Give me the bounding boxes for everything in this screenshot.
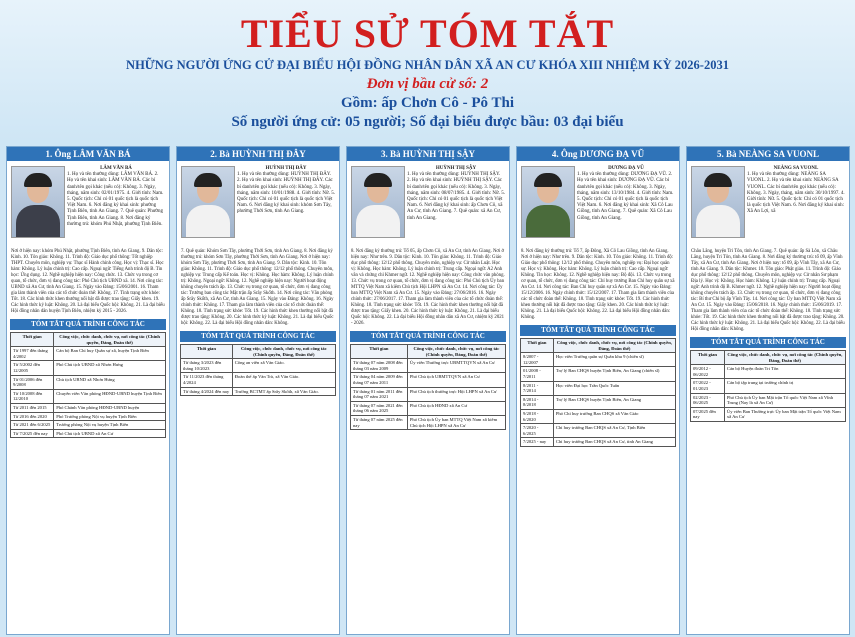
candidate-info bbox=[747, 166, 845, 216]
candidate-heading: 5. Bà NEÀNG SA VUONL bbox=[687, 147, 849, 161]
row-role: Phó Chủ tịch UBND xã Nhơn Hưng bbox=[54, 361, 166, 375]
page-subtitle: NHỮNG NGƯỜI ỨNG CỬ ĐẠI BIỂU HỘI ĐỒNG NHÂN DÂN XÃ AN CƯ KHÓA XIII NHIỆM KỲ 2026-2031 bbox=[126, 58, 729, 72]
candidate-detail: Châu Lăng, huyện Tri Tôn, tỉnh An Giang. 7. Quê quán: ấp Sà Lôn, xã Châu Lăng, huyện Tri Tôn, tỉnh An Giang. 8. Nơi đăng ký thường trú: tổ 09, ấp Vĩnh Tây, xã An Cư, tỉnh An Giang. Nơi ở hiện nay: tổ 09, ấp Vĩnh Tây, xã An Cư, tỉnh An Giang. 9. Dân tộc: Khmer. 10. Tôn giáo: Phật giáo. 11. Trình độ: Giáo dục phổ thông: 12/12 phổ thông. Chuyên môn, nghiệp vụ: Cử nhân Sư phạm Địa lý. Học vị: Không. Học hàm: Không. Lý luận chính trị: Trung cấp. Ngoại ngữ: Anh trình độ B. Khmer ngữ. 12. Nghề nghiệp hiện nay: Người hoạt động không chuyên trách ấp. 13. Chức vụ trong cơ quan, tổ chức, đơn vị đang công tác: Bí thư Chi bộ ấp Vĩnh Tây. 14. Nơi công tác: Ủy ban MTTQ Việt Nam xã An Cư. 15. Ngày vào Đảng: 15/06/2018. 16. Ngày chính thức: 15/06/2019. 17. Tham gia làm thành viên của các tổ chức đoàn thể: Không. 18. Tình trạng sức khỏe: Tốt. 19. Các hình thức khen thưởng nổi bật đã được trao tặng: Không. 20. Các hình thức kỷ luật: Không. 21. Là đại biểu Quốc hội: Không. 22. Là đại biểu Hội đồng nhân dân: Không. bbox=[691, 249, 845, 332]
candidate-info-text: 1. Họ và tên thường dùng: HUỲNH THỊ SẬY. 2. Họ và tên khai sinh: HUỲNH THỊ SẬY. Các bí danh/tên gọi khác (nếu có): Không. 3. Ngày, tháng, năm sinh: 08/07/1985. 4. Giới tính: Nữ. 5. Quốc tịch: Chỉ có 01 quốc tịch là quốc tịch Việt Nam. 6. Nơi đăng ký khai sinh: ấp Chơn Cô, xã An Cư, tỉnh An Giang. 7. Quê quán: xã An Cư, tỉnh An Giang. bbox=[407, 172, 505, 221]
table-row bbox=[351, 401, 506, 415]
table-header-time: Thời gian bbox=[181, 345, 233, 359]
candidate-name: NEÀNG SA VUONL bbox=[773, 166, 819, 171]
row-role: Phó Chủ tịch Ủy ban Mặt trận Tổ quốc Việt Nam xã Vĩnh Trung (Nay là xã An Cư) bbox=[724, 393, 845, 407]
candidate-card bbox=[6, 146, 170, 635]
row-role: Phó Chỉ huy trưởng Ban CHQS xã Văn Giáo bbox=[553, 409, 675, 423]
row-time: Từ tháng 3/2023 đến tháng 10/2023 bbox=[181, 359, 233, 373]
work-history-table bbox=[350, 344, 506, 430]
row-role: Chủ tịch UBND xã Nhơn Hưng bbox=[54, 375, 166, 389]
row-role: Chuyên viên Văn phòng HĐND-UBND huyện Tịnh Biên bbox=[54, 389, 166, 403]
table-row bbox=[11, 361, 166, 375]
candidate-name: LÂM VĂN BÁ bbox=[100, 166, 132, 171]
page-title: TIỂU SỬ TÓM TẮT bbox=[240, 11, 615, 56]
table-row bbox=[521, 367, 676, 381]
row-time: Từ 7/2025 đến nay bbox=[11, 429, 54, 438]
candidate-info bbox=[67, 166, 165, 228]
table-header-role: Công việc, chức danh, chức vụ, nơi công tác (Chính quyền, Đảng, Đoàn thể) bbox=[724, 351, 845, 365]
candidate-detail: 8. Nơi đăng ký thường trú: Tổ 7, ấp Đông, Xã Cô Lau Giồng, tỉnh An Giang. Nơi ở hiện nay: Như trên. 9. Dân tộc: Kinh. 10. Tôn giáo: Không. 11. Trình độ: Giáo dục phổ thông: 12/12 phổ thông. Chuyên môn, nghiệp vụ: Đại học quân sự. Học vị: Không. Học hàm: Không. Lý luận chính trị: Cao cấp. Ngoại ngữ: Không. Tin học: Không. 12. Nghề nghiệp hiện nay: Bộ đội. 13. Chức vụ trong cơ quan, tổ chức, đơn vị đang công tác: Chỉ huy trưởng Ban Chỉ huy quân sự xã An Cư. 14. Nơi công tác: Ban Chỉ huy quân sự xã An Cư. 15. Ngày vào Đảng: 15/12/2006. 16. Ngày chính thức: 15/12/2007. 17. Tham gia làm thành viên của các tổ chức đoàn thể: Không. 18. Tình trạng sức khỏe: Tốt. 19. Các hình thức khen thưởng nổi bật đã được trao tặng: Giấy khen. 20. Các hình thức kỷ luật: Không. 21. Là đại biểu Quốc hội: Không. 22. Là đại biểu Hội đồng nhân dân: Không. bbox=[521, 249, 675, 320]
row-time: 8/2007 - 12/2007 bbox=[521, 353, 554, 367]
candidate-photo bbox=[691, 166, 745, 238]
table-row bbox=[351, 387, 506, 401]
row-role: Công an viên xã Văn Giáo. bbox=[232, 359, 335, 373]
table-row bbox=[521, 438, 676, 447]
row-time: 8/2011 - 7/2014 bbox=[521, 381, 554, 395]
row-role: Học viên Đại học Trần Quốc Tuấn bbox=[553, 381, 675, 395]
candidate-info bbox=[237, 166, 335, 216]
table-row bbox=[351, 373, 506, 387]
row-time: Từ tháng 01 năm 2011 đến tháng 07 năm 2021 bbox=[351, 387, 408, 401]
row-role: Ủy viên Ban Thường trực Ủy ban Mặt trận Tổ quốc Việt Nam xã An Cư bbox=[724, 407, 845, 421]
unit-composition: Gồm: ấp Chơn Cô - Pô Thi bbox=[340, 95, 515, 111]
row-role: Phó Chủ tịch UBND xã An Cư bbox=[54, 429, 166, 438]
table-row bbox=[521, 409, 676, 423]
table-header-time: Thời gian bbox=[691, 351, 725, 365]
row-role: Phó Chánh Văn phòng HĐND-UBND huyện bbox=[54, 403, 166, 412]
candidate-info bbox=[407, 166, 505, 222]
row-role: Ủy viên Thường trực UBMTTQVN xã An Cư bbox=[407, 359, 505, 373]
candidate-photo bbox=[351, 166, 405, 238]
row-time: Từ 2016 đến 2020 bbox=[11, 412, 54, 421]
row-time: 07/2025 đến nay bbox=[691, 407, 725, 421]
row-role: Phó Trưởng phòng Nội vụ huyện Tịnh Biên bbox=[54, 412, 166, 421]
candidate-info-text: 1. Họ và tên thường dùng: NEÀNG SA VUONL. 2. Họ và tên khai sinh: NEÀNG SA VUONL. Các bí danh/tên gọi khác (nếu có): Không. 3. Ngày, tháng, năm sinh: 30/10/1997. 4. Giới tính: Nữ. 5. Quốc tịch: Chỉ có 01 quốc tịch là quốc tịch Việt Nam. 6. Nơi đăng ký khai sinh: Xã An Lợi, xã bbox=[747, 172, 845, 215]
row-role: Cán bộ tập trung tại trường chính trị bbox=[724, 379, 845, 393]
table-row bbox=[11, 429, 166, 438]
table-row bbox=[521, 395, 676, 409]
table-header-time: Thời gian bbox=[351, 345, 408, 359]
candidate-photo bbox=[521, 166, 575, 238]
candidate-card bbox=[176, 146, 340, 635]
table-row bbox=[11, 347, 166, 361]
row-role: Trợ lý Ban CHQS huyện Tịnh Biên, An Giang (chiến sĩ) bbox=[553, 367, 675, 381]
table-row bbox=[691, 407, 846, 421]
row-time: Từ 1997 đến tháng 4/2002 bbox=[11, 347, 54, 361]
candidate-detail: Nơi ở hiện nay: khóm Phú Nhật, phường Tịnh Biên, tỉnh An Giang. 9. Dân tộc: Kinh. 10. Tôn giáo: Không. 11. Trình độ: Giáo dục phổ thông: Tốt nghiệp THPT. Chuyên môn, nghiệp vụ: Thạc sĩ Hành chính công. Học vị: Thạc sĩ. Học hàm: Không. Lý luận chính trị: Cao cấp. Ngoại ngữ: Tiếng Anh trình độ B. Tin học: Ứng dụng. 12. Nghề nghiệp hiện nay: Công chức. 13. Chức vụ trong cơ quan, tổ chức, đơn vị đang công tác: Phó Chủ tịch UBND xã. 14. Nơi công tác: UBND xã An Cư, tỉnh An Giang. 15. Ngày vào Đảng: 15/06/2001. 16. Tham gia làm thành viên của các tổ chức đoàn thể: Không. 17. Tình trạng sức khỏe: Tốt. 18. Các hình thức khen thưởng nổi bật đã được trao tặng: Giấy khen. 19. Các hình thức kỷ luật: Không. 20. Là đại biểu Quốc hội: Không. 21. Là đại biểu Hội đồng nhân dân huyện Tịnh Biên, nhiệm kỳ 2015 - 2026. bbox=[11, 249, 165, 314]
candidate-info-text: 1. Họ và tên thường dùng: DƯƠNG ĐẠ VŨ. 2. Họ và tên khai sinh: DƯƠNG ĐẠ VŨ. Các bí danh/tên gọi khác (nếu có): Không. 3. Ngày, tháng, năm sinh: 13/10/1984. 4. Giới tính: Nam. 5. Quốc tịch: Chỉ có 01 quốc tịch là quốc tịch Việt Nam. 6. Nơi đăng ký khai sinh: Xã Cô Lau Giồng, tỉnh An Giang. 7. Quê quán: Xã Cô Lau Giồng, tỉnh An Giang. bbox=[577, 172, 674, 221]
row-role: Phó Chủ tịch Ủy ban MTTQ Việt Nam xã kiêm Chủ tịch Hội LHPN xã An Cư bbox=[407, 415, 505, 429]
candidate-heading: 3. Bà HUỲNH THỊ SẬY bbox=[347, 147, 509, 161]
work-history-table bbox=[520, 338, 676, 447]
table-row bbox=[181, 373, 336, 387]
row-role: Chỉ huy trưởng Ban CHQS xã An Cư, Tịnh Biên bbox=[553, 424, 675, 438]
row-role: Trợ lý Ban CHQS huyện Tịnh Biên, An Giang bbox=[553, 395, 675, 409]
row-time: 07/2022 - 01/2023 bbox=[691, 379, 725, 393]
table-header-time: Thời gian bbox=[11, 333, 54, 347]
row-time: Từ 11/2023 đến tháng 4/2024 bbox=[181, 373, 233, 387]
header bbox=[0, 0, 855, 140]
row-role: Phó Chủ tịch thường trực Hội LHPN xã An Cư bbox=[407, 387, 505, 401]
section-title: TÓM TẮT QUÁ TRÌNH CÔNG TÁC bbox=[350, 331, 506, 342]
table-row bbox=[181, 359, 336, 373]
row-time: Từ 01/2006 đến 9/2008 bbox=[11, 375, 54, 389]
candidate-heading: 4. Ông DƯƠNG ĐẠ VŨ bbox=[517, 147, 679, 161]
candidate-name: HUỲNH THỊ ĐÂY bbox=[265, 166, 307, 171]
row-role: Phó Chủ tịch HĐND xã An Cư bbox=[407, 401, 505, 415]
work-history-table bbox=[690, 350, 846, 422]
table-row bbox=[351, 359, 506, 373]
candidate-count: Số người ứng cử: 05 người; Số đại biểu được bầu: 03 đại biểu bbox=[231, 114, 624, 130]
row-role: Trưởng BCTMT ấp Srây Skốth, xã Văn Giáo. bbox=[232, 387, 335, 396]
table-row bbox=[521, 353, 676, 367]
candidate-detail: 8. Nơi đăng ký thường trú: Tổ 05, ấp Chơn Cô, xã An Cư, tỉnh An Giang. Nơi ở hiện nay: Như trên. 9. Dân tộc: Kinh. 10. Tôn giáo: Không. 11. Trình độ: Giáo dục phổ thông: 12/12 phổ thông. Chuyên môn, nghiệp vụ: Cử nhân Luật. Học vị: Không. Học hàm: Không. Lý luận chính trị: Trung cấp. Ngoại ngữ: A2 Anh văn và chứng chỉ Khmer ngữ. 12. Nghề nghiệp hiện nay: Công chức văn phòng. 13. Chức vụ trong cơ quan, tổ chức, đơn vị đang công tác: Phó Chủ tịch Ủy ban MTTQ Việt Nam xã kiêm Chủ tịch Hội LHPN xã An Cư. 14. Nơi công tác: Ủy ban MTTQ Việt Nam xã An Cư. 15. Ngày vào Đảng: 27/06/2016. 16. Ngày chính thức: 27/06/2017. 17. Tham gia làm thành viên của các tổ chức đoàn thể: Không. 18. Tình trạng sức khỏe: Tốt. 19. Các hình thức khen thưởng nổi bật đã được trao tặng: Giấy khen. 20. Các hình thức kỷ luật: Không. 21. Là đại biểu Quốc hội: Không. 22. Là đại biểu Hội đồng nhân dân xã An Cư, nhiệm kỳ 2021 - 2026. bbox=[351, 249, 505, 326]
section-title: TÓM TẮT QUÁ TRÌNH CÔNG TÁC bbox=[10, 319, 166, 330]
row-time: 7/2025 - nay bbox=[521, 438, 554, 447]
table-header-role: Công việc, chức danh, chức vụ, nơi công tác (Chính quyền, Đảng, Đoàn thể) bbox=[407, 345, 505, 359]
work-history-table bbox=[180, 344, 336, 396]
table-header-role: Công việc, chức danh, chức vụ, nơi công tác (Chính quyền, Đảng, Đoàn thể) bbox=[232, 345, 335, 359]
row-time: 01/2008 - 7/2011 bbox=[521, 367, 554, 381]
candidate-info-text: 1. Họ và tên thường dùng: LÂM VĂN BÁ. 2. Họ và tên khai sinh: LÂM VĂN BÁ. Các bí danh/tên gọi khác (nếu có): Không. 3. Ngày, tháng, năm sinh: 02/01/1975. 4. Giới tính: Nam. 5. Quốc tịch: Chỉ có 01 quốc tịch là quốc tịch Việt Nam. 6. Nơi đăng ký khai sinh: phường Tịnh Biên, tỉnh An Giang. 7. Quê quán: Phường Tịnh Biên, tỉnh An Giang. 8. Nơi đăng ký thường trú: khóm Phú Nhật, phường Tịnh Biên. bbox=[67, 172, 164, 227]
candidate-name: HUỲNH THỊ SẬY bbox=[435, 166, 477, 171]
candidate-info-text: 1. Họ và tên thường dùng: HUỲNH THỊ ĐÂY. 2. Họ và tên khai sinh: HUỲNH THỊ ĐÂY. Các bí danh/tên gọi khác (nếu có): Không. 3. Ngày, tháng, năm sinh: 10/01/1988. 4. Giới tính: Nữ. 5. Quốc tịch: Chỉ có 01 quốc tịch là quốc tịch Việt Nam. 6. Nơi đăng ký khai sinh: khóm Sơn Tây, phường Thới Sơn, tỉnh An Giang. bbox=[237, 172, 335, 215]
candidate-cards bbox=[6, 146, 849, 635]
row-time: 09/2012 - 06/2022 bbox=[691, 365, 725, 379]
electoral-unit: Đơn vị bầu cử số: 2 bbox=[366, 76, 489, 92]
table-row bbox=[351, 415, 506, 429]
candidate-heading: 2. Bà HUỲNH THỊ ĐÂY bbox=[177, 147, 339, 161]
table-row bbox=[521, 381, 676, 395]
row-time: 02/2023 - 06/2025 bbox=[691, 393, 725, 407]
table-row bbox=[11, 389, 166, 403]
row-role: Học viên Trường quân sự Quân khu 9 (chiến sĩ) bbox=[553, 353, 675, 367]
table-row bbox=[521, 424, 676, 438]
section-title: TÓM TẮT QUÁ TRÌNH CÔNG TÁC bbox=[180, 331, 336, 342]
row-time: Từ tháng 07 năm 2021 đến tháng 06 năm 2025 bbox=[351, 401, 408, 415]
row-role: Đoàn thể ấp Văn Trà, xã Văn Giáo. bbox=[232, 373, 335, 387]
row-time: Từ tháng 07 năm 2008 đến tháng 03 năm 2009 bbox=[351, 359, 408, 373]
candidate-info bbox=[577, 166, 675, 222]
row-time: Từ 5/2002 đến 12/2005 bbox=[11, 361, 54, 375]
row-role: Chỉ huy trưởng Ban CHQS xã An Cư, tỉnh An Giang bbox=[553, 438, 675, 447]
section-title: TÓM TẮT QUÁ TRÌNH CÔNG TÁC bbox=[690, 337, 846, 348]
table-row bbox=[691, 365, 846, 379]
table-row bbox=[11, 412, 166, 421]
row-time: Từ 2011 đến 2015 bbox=[11, 403, 54, 412]
table-header-role: Công việc, chức danh, chức vụ, nơi công tác (Chính quyền, Đảng, Đoàn thể) bbox=[54, 333, 166, 347]
candidate-photo bbox=[11, 166, 65, 238]
candidate-card bbox=[686, 146, 850, 635]
candidate-name: DƯƠNG ĐẠ VŨ bbox=[608, 166, 644, 171]
row-role: Phó Chủ tịch UBMTTQVN xã An Cư bbox=[407, 373, 505, 387]
row-time: Từ 2021 đến 6/2025 bbox=[11, 421, 54, 430]
candidate-heading: 1. Ông LÂM VĂN BÁ bbox=[7, 147, 169, 161]
candidate-card bbox=[516, 146, 680, 635]
table-row bbox=[11, 403, 166, 412]
row-time: 9/2018 - 6/2020 bbox=[521, 409, 554, 423]
table-header-role: Công việc, chức danh, chức vụ, nơi công tác (Chính quyền, Đảng, Đoàn thể) bbox=[553, 339, 675, 353]
candidate-card bbox=[346, 146, 510, 635]
table-row bbox=[691, 379, 846, 393]
table-row bbox=[691, 393, 846, 407]
row-role: Cán bộ Huyện đoàn Tri Tôn bbox=[724, 365, 845, 379]
row-time: Từ tháng 04 năm 2009 đến tháng 07 năm 2011 bbox=[351, 373, 408, 387]
row-role: Trưởng phòng Nội vụ huyện Tịnh Biên bbox=[54, 421, 166, 430]
work-history-table bbox=[10, 332, 166, 438]
row-time: Từ tháng 07 năm 2025 đến nay bbox=[351, 415, 408, 429]
row-time: 7/2020 - 6/2025 bbox=[521, 424, 554, 438]
section-title: TÓM TẮT QUÁ TRÌNH CÔNG TÁC bbox=[520, 325, 676, 336]
row-time: Từ 10/2008 đến 12/2010 bbox=[11, 389, 54, 403]
row-role: Cán bộ Ban Chỉ huy Quân sự xã, huyện Tịnh Biên bbox=[54, 347, 166, 361]
candidate-photo bbox=[181, 166, 235, 238]
candidate-detail: 7. Quê quán: Khóm Sơn Tây, phường Thới Sơn, tỉnh An Giang. 8. Nơi đăng ký thường trú: khóm Sơn Tây, phường Thới Sơn, tỉnh An Giang. Nơi ở hiện nay: khóm Sơn Tây, phường Thới Sơn, tỉnh An Giang. 9. Dân tộc: Kinh. 10. Tôn giáo: Không. 11. Trình độ: Giáo dục phổ thông: 12/12 phổ thông. Chuyên môn, nghiệp vụ: Trung cấp Kế toán. Học vị: Không. Học hàm: Không. Lý luận chính trị: Không. Ngoại ngữ: Không. 12. Nghề nghiệp hiện nay: Người hoạt động không chuyên trách ấp. 13. Chức vụ trong cơ quan, tổ chức, đơn vị đang công tác: Trưởng ban công tác Mặt trận ấp Srây Skốth. 14. Nơi công tác: Văn phòng ấp Srây Skốth, xã An Cư, tỉnh An Giang. 15. Ngày vào Đảng: Không. 16. Ngày chính thức: Không. 17. Tham gia làm thành viên của các tổ chức đoàn thể: Không. 18. Tình trạng sức khỏe: Tốt. 19. Các hình thức khen thưởng nổi bật đã được trao tặng: Không. 20. Các hình thức kỷ luật: Không. 21. Là đại biểu Quốc hội: Không. 22. Là đại biểu Hội đồng nhân dân: Không. bbox=[181, 249, 334, 326]
table-row bbox=[11, 421, 166, 430]
row-time: 8/2014 - 8/2018 bbox=[521, 395, 554, 409]
table-row bbox=[181, 387, 336, 396]
table-row bbox=[11, 375, 166, 389]
row-time: Từ tháng 4/2024 đến nay bbox=[181, 387, 233, 396]
table-header-time: Thời gian bbox=[521, 339, 554, 353]
